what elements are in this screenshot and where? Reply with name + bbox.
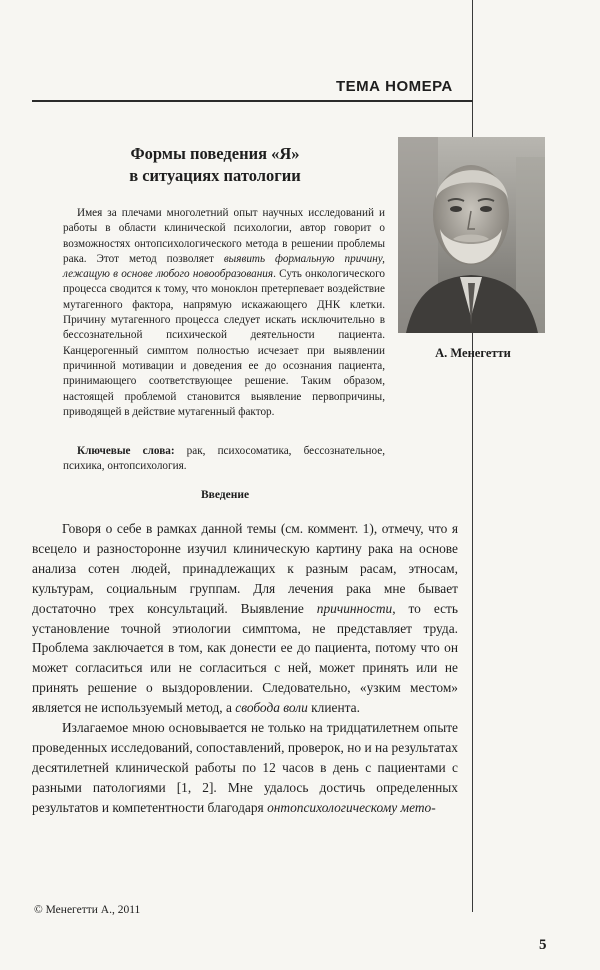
abstract-emphasis: выявить формальную причину, лежащую в основе любого новообразования	[63, 252, 385, 281]
abstract	[63, 206, 385, 420]
section-heading: Введение	[200, 489, 250, 501]
copyright: © Менегетти А., 2011	[34, 904, 141, 916]
title-line-1: Формы поведения «Я»	[130, 144, 300, 163]
title-line-2: в ситуациях патологии	[129, 166, 301, 185]
body-paragraph-1: Говоря о себе в рамках данной темы (см. коммент. 1), отмечу, что я всецело и разносторонне изучил клиническую картину рака на основе анализа сотен людей, принадлежащих к разным расам, этносам, культурам, социальным группам. Для лечения рака мне бывает достаточно трех консультаций. Выявление причинности, то есть установление точной этиологии симптома, не представляет труда. Проблема заключается в том, как донести ее до пациента, потому что он может согласиться или не согласиться с ней, может принять или не принять решение о выздоровлении. Следовательно, «узким местом» является не используемый метод, а свобода воли клиента.	[32, 521, 459, 716]
article-body	[32, 519, 458, 818]
author-photo	[398, 137, 545, 333]
article-title	[80, 143, 350, 187]
keywords-text: рак, психосоматика, бессознательное, психика, онтопсихология.	[63, 445, 385, 473]
section-label: ТЕМА НОМЕРА	[336, 78, 453, 95]
keywords	[63, 444, 385, 475]
author-portrait-image	[398, 137, 545, 333]
keywords-label: Ключевые слова:	[77, 445, 175, 457]
abstract-paragraph: Имея за плечами многолетний опыт научных исследований и работы в области клинической психологии, автор говорит о возможностях онтопсихологического метода в решении проблемы рака. Этот метод позволяет выявить формальную причину, лежащую в основе любого новообразования. Суть онкологического процесса сводится к тому, что моноклон претерпевает воздействие мутагенного фактора, напрямую искажающего ДНК клетки. Причину мутагенного процесса следует искать исключительно в бессознательной психической деятельности пациента. Канцерогенный симптом полностью исчезает при выявлении причинной мотивации и доведения ее до осознания пациента, принимающего соответствующее решение. Таким образом, настоящей проблемой становится выявление первопричины, приводящей в действие мутагенный фактор.	[63, 207, 385, 418]
header-rule	[32, 100, 473, 102]
page-number: 5	[539, 937, 547, 953]
body-paragraph-2: Излагаемое мною основывается не только на тридцатилетнем опыте проведенных исследований, сопоставлений, проверок, но и на результатах десятилетней клинической работы по 12 часов в день с пациентами с разными патологиями [1, 2]. Мне удалось достичь определенных результатов и компетентности благодаря онтопсихологическому мето-	[32, 720, 458, 815]
author-caption: А. Менегетти	[435, 346, 511, 360]
